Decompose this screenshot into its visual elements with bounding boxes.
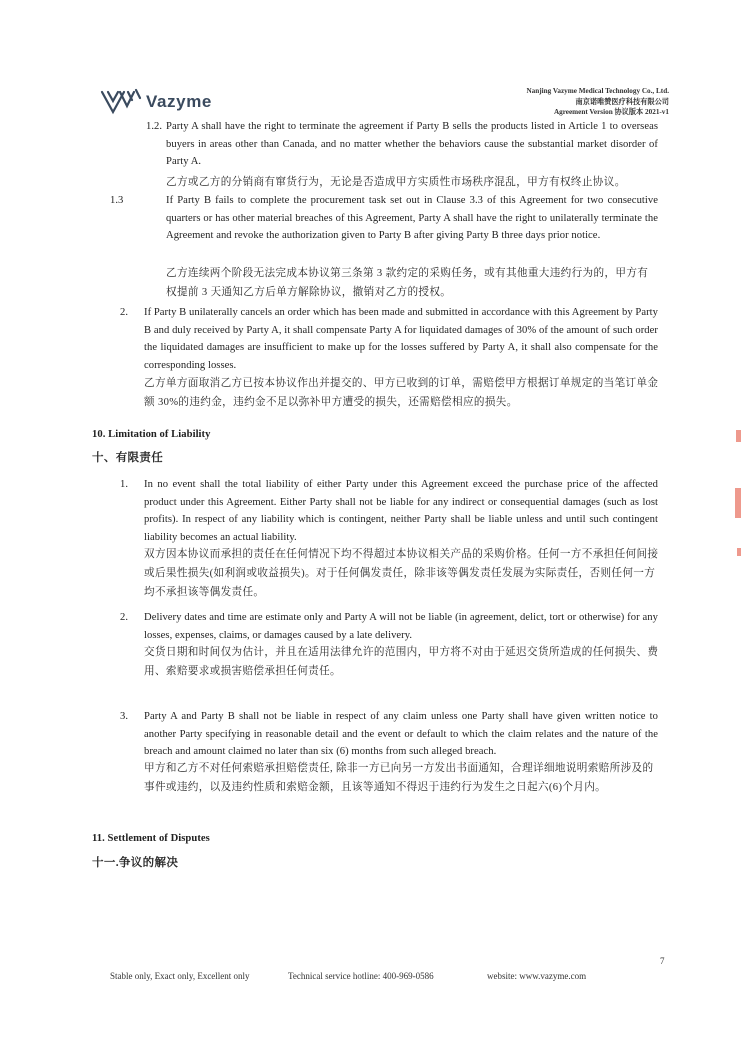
seal-mark xyxy=(736,430,741,442)
clause-10-2-zh: 交货日期和时间仅为估计，并且在适用法律允许的范围内，甲方将不对由于延迟交货所造成的任何损失、费用、索赔要求或损害赔偿承担任何责任。 xyxy=(144,647,659,678)
clause-10-2-en: Delivery dates and time are estimate only and Party A will not be liable (in agreement, delict, tort or otherwise) for any losses, expenses, claims, or damages caused by a late delivery. xyxy=(144,612,658,641)
clause-number: 2. xyxy=(120,307,129,318)
company-zh: 南京诺唯赞医疗科技有限公司 xyxy=(575,97,669,106)
clause-2-en: If Party B unilaterally cancels an order which has been made and submitted in accordance with this Agreement by Party B and duly received by Party A, it shall compensate Party A for liquidated damages of 30% of the amount of such order the liquidated damages are insufficient to make up for the losses suffered by Party A, it shall also compensate for the corresponding losses. xyxy=(144,307,658,371)
clause-10-3-en: Party A and Party B shall not be liable in respect of any claim unless one Party shall have given written notice to another Party specifying in reasonable detail and the event or default to which the claim relates and the nature of the breach and amount claimed no later than six (6) months from such alleged breach. xyxy=(144,711,658,758)
seal-mark xyxy=(735,488,741,518)
clause-number: 1. xyxy=(120,479,129,490)
section-10-title-en: 10. Limitation of Liability xyxy=(92,429,211,440)
company-en: Nanjing Vazyme Medical Technology Co., Ltd. xyxy=(526,87,669,95)
clause-1-3-en: If Party B fails to complete the procurement task set out in Clause 3.3 of this Agreement for two consecutive quarters or has other material breaches of this Agreement, Party A shall have the right to unilaterally terminate the Agreement and revoke the authorization given to Party B after giving Party B three days prior notice. xyxy=(166,195,658,242)
vazyme-logo-icon xyxy=(100,86,146,116)
clause-1-2-en: Party A shall have the right to terminate the agreement if Party B sells the products listed in Article 1 to overseas buyers in areas other than Canada, and no matter whether the behaviors cause the substantial market disorder of Party A. xyxy=(166,121,658,168)
brand-name: Vazyme xyxy=(146,92,212,111)
clause-1-3-zh: 乙方连续两个阶段无法完成本协议第三条第 3 款约定的采购任务，或有其他重大违约行为的，甲方有权提前 3 天通知乙方后单方解除协议，撤销对乙方的授权。 xyxy=(166,268,649,299)
clause-number: 1.2. xyxy=(146,121,163,132)
seal-mark xyxy=(737,548,741,556)
clause-2-zh: 乙方单方面取消乙方已按本协议作出并提交的、甲方已收到的订单，需赔偿甲方根据订单规定的当笔订单金额 30%的违约金，违约金不足以弥补甲方遭受的损失，还需赔偿相应的损失。 xyxy=(144,378,659,409)
page-number: 7 xyxy=(660,956,665,966)
footer-hotline: Technical service hotline: 400-969-0586 xyxy=(288,971,434,981)
clause-10-3-zh: 甲方和乙方不对任何索赔承担赔偿责任, 除非一方已向另一方发出书面通知，合理详细地说明索赔所涉及的事件或违约，以及违约性质和索赔金额，且该等通知不得迟于违约行为发生之日起六(6)个月内。 xyxy=(144,763,654,794)
header-company xyxy=(389,86,669,118)
clause-10-1-zh: 双方因本协议而承担的责任在任何情况下均不得超过本协议相关产品的采购价格。任何一方不承担任何间接或后果性损失(如利润或收益损失)。对于任何偶发责任，除非该等偶发责任发展为实际责任，否则任何一方均不承担该等偶发责任。 xyxy=(144,549,659,599)
clause-number: 1.3 xyxy=(110,195,124,206)
clause-number: 2. xyxy=(120,612,129,623)
footer-website: website: www.vazyme.com xyxy=(487,971,587,981)
footer-tagline: Stable only, Exact only, Excellent only xyxy=(110,971,250,981)
section-11-title-en: 11. Settlement of Disputes xyxy=(92,833,210,844)
clause-1-2-zh: 乙方或乙方的分销商有窜货行为，无论是否造成甲方实质性市场秩序混乱，甲方有权终止协议。 xyxy=(166,177,626,188)
clause-number: 3. xyxy=(120,711,129,722)
section-10-title-zh: 十、有限责任 xyxy=(92,452,164,464)
logo xyxy=(100,84,230,120)
agreement-version: Agreement Version 协议版本 2021-v1 xyxy=(553,108,669,117)
section-11-title-zh: 十一.争议的解决 xyxy=(92,857,179,869)
clause-10-1-en: In no event shall the total liability of either Party under this Agreement exceed the purchase price of the affected product under this Agreement. Either Party shall not be liable for any indirect or consequential damages (such as lost profits). In respect of any liability which is contingent, neither Party shall be liable unless and until such contingent liability becomes an actual liability. xyxy=(144,479,658,543)
